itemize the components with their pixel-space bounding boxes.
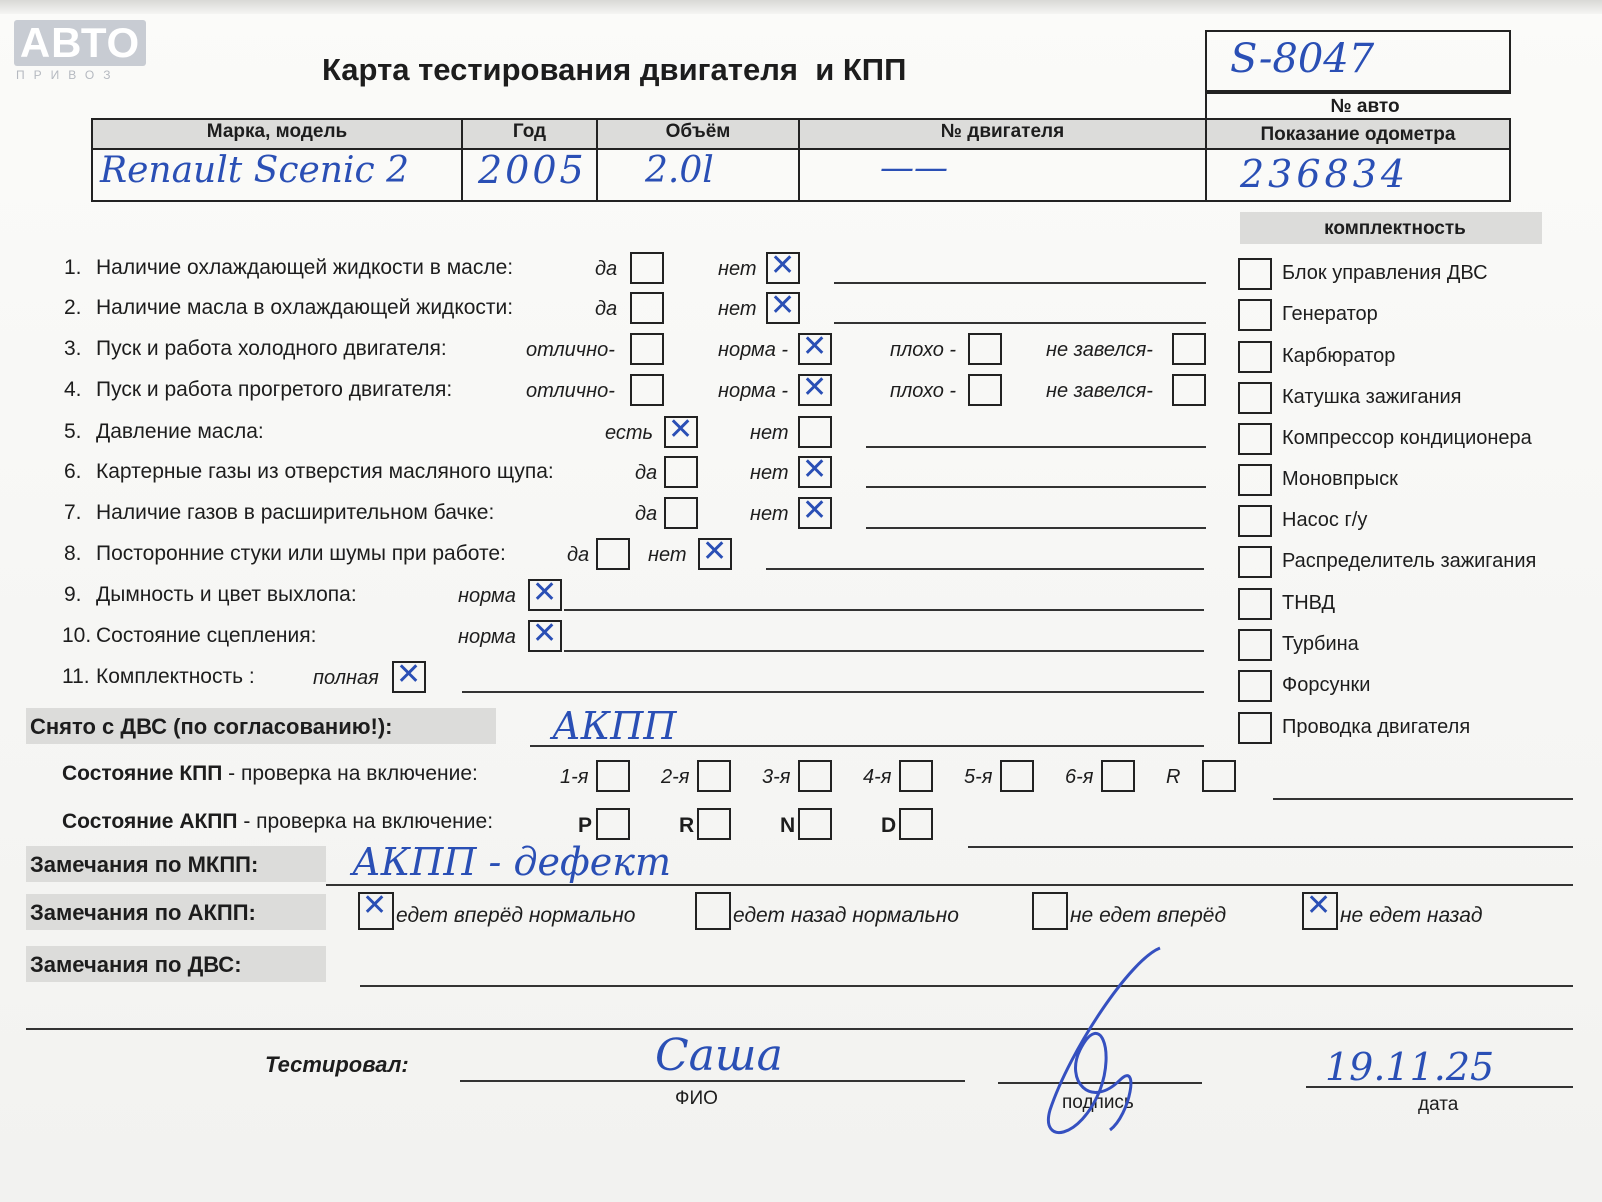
komplekt-checkbox[interactable]	[1238, 588, 1272, 620]
option-label: полная	[313, 667, 379, 689]
akpp-line	[968, 846, 1573, 848]
option-checkbox[interactable]	[630, 374, 664, 406]
komplekt-checkbox[interactable]	[1238, 712, 1272, 744]
option-checkbox[interactable]	[630, 333, 664, 365]
option-checkbox[interactable]	[1172, 333, 1206, 365]
kpp-gear-checkbox[interactable]	[899, 760, 933, 792]
komplekt-item-label: Турбина	[1282, 633, 1359, 655]
kpp-gear-label: R	[1166, 766, 1181, 788]
option-label: нет	[718, 298, 757, 320]
dvs-remarks-label: Замечания по ДВС:	[30, 952, 242, 977]
komplekt-checkbox[interactable]	[1238, 258, 1272, 290]
col-odometer: Показание одометра	[1260, 124, 1456, 145]
tester-value: Саша	[655, 1030, 783, 1081]
question-number: 8.	[64, 542, 82, 565]
kpp-gear-checkbox[interactable]	[697, 760, 731, 792]
answer-line	[866, 446, 1206, 448]
question-text: Посторонние стуки или шумы при работе:	[96, 542, 506, 565]
question-number: 5.	[64, 420, 82, 443]
col-engine-no: № двигателя	[940, 121, 1065, 142]
komplekt-item-label: Распределитель зажигания	[1282, 550, 1537, 572]
mkpp-remarks-label: Замечания по МКПП:	[30, 852, 259, 877]
akpp-gear-label: D	[881, 814, 897, 837]
komplekt-item-label: Генератор	[1282, 303, 1378, 325]
kpp-gear-label: 2-я	[661, 766, 690, 788]
akpp-remark-checkbox[interactable]	[1032, 892, 1068, 930]
page-title: Карта тестирования двигателя и КПП	[322, 52, 907, 87]
akpp-remark-checkbox[interactable]	[695, 892, 731, 930]
akpp-remark-label: не едет назад	[1340, 904, 1483, 927]
option-label: да	[595, 258, 618, 280]
question-text: Пуск и работа холодного двигателя:	[96, 337, 447, 360]
row-divider	[1205, 92, 1511, 94]
year-value: 2005	[478, 148, 587, 192]
akpp-label: Состояние АКПП - проверка на включение:	[62, 810, 494, 833]
option-checkbox[interactable]	[798, 497, 832, 529]
question-text: Дымность и цвет выхлопа:	[96, 583, 357, 606]
col-volume: Объём	[665, 121, 731, 142]
akpp-remark-checkbox[interactable]	[1302, 892, 1338, 930]
akpp-gear-checkbox[interactable]	[697, 808, 731, 840]
option-label: нет	[718, 258, 757, 280]
komplekt-checkbox[interactable]	[1238, 423, 1272, 455]
kpp-gear-label: 4-я	[863, 766, 892, 788]
option-checkbox[interactable]	[798, 374, 832, 406]
dvs-line-2	[26, 1028, 1573, 1030]
option-checkbox[interactable]	[766, 292, 800, 324]
option-checkbox[interactable]	[664, 416, 698, 448]
akpp-remarks-label: Замечания по АКПП:	[30, 900, 256, 925]
kpp-gear-checkbox[interactable]	[1202, 760, 1236, 792]
question-number: 4.	[64, 378, 82, 401]
komplekt-item-label: Катушка зажигания	[1282, 386, 1462, 408]
answer-line	[462, 691, 1204, 693]
option-label: не завелся-	[1046, 339, 1153, 361]
answer-line	[866, 486, 1206, 488]
question-number: 7.	[64, 501, 82, 524]
komplekt-checkbox[interactable]	[1238, 505, 1272, 537]
option-checkbox[interactable]	[630, 292, 664, 324]
question-text: Пуск и работа прогретого двигателя:	[96, 378, 453, 401]
tested-label: Тестировал:	[265, 1052, 409, 1077]
fio-label: ФИО	[675, 1088, 718, 1109]
make-model-value: Renault Scenic 2	[100, 150, 410, 191]
akpp-gear-checkbox[interactable]	[596, 808, 630, 840]
answer-line	[834, 282, 1206, 284]
akpp-gear-checkbox[interactable]	[798, 808, 832, 840]
option-checkbox[interactable]	[528, 579, 562, 611]
komplekt-checkbox[interactable]	[1238, 670, 1272, 702]
option-checkbox[interactable]	[630, 252, 664, 284]
col-make-model: Марка, модель	[206, 121, 348, 142]
question-number: 11.	[62, 665, 90, 688]
removed-value: АКПП	[552, 704, 677, 748]
option-checkbox[interactable]	[528, 620, 562, 652]
akpp-remark-checkbox[interactable]	[358, 892, 394, 930]
kpp-gear-checkbox[interactable]	[1101, 760, 1135, 792]
fio-line	[460, 1080, 965, 1082]
question-text: Состояние сцепления:	[96, 624, 317, 647]
option-label: норма -	[718, 380, 789, 402]
akpp-remark-label: едет назад нормально	[733, 904, 959, 927]
komplekt-item-label: Проводка двигателя	[1282, 716, 1471, 738]
kpp-gear-checkbox[interactable]	[798, 760, 832, 792]
komplekt-item-label: Блок управления ДВС	[1282, 262, 1488, 284]
komplekt-checkbox[interactable]	[1238, 341, 1272, 373]
option-label: есть	[605, 422, 654, 444]
option-label: да	[635, 462, 658, 484]
kpp-gear-label: 1-я	[560, 766, 589, 788]
option-checkbox[interactable]	[766, 252, 800, 284]
signature-scribble	[1010, 940, 1180, 1150]
option-checkbox[interactable]	[1172, 374, 1206, 406]
question-text: Давление масла:	[96, 420, 264, 443]
question-number: 10.	[62, 624, 92, 647]
akpp-remark-label: не едет вперёд	[1070, 904, 1227, 927]
akpp-gear-checkbox[interactable]	[899, 808, 933, 840]
kpp-gear-label: 6-я	[1065, 766, 1094, 788]
kpp-gear-label: 5-я	[964, 766, 993, 788]
answer-line	[564, 650, 1204, 652]
option-label: норма	[458, 585, 516, 607]
kpp-gear-label: 3-я	[762, 766, 791, 788]
option-checkbox[interactable]	[664, 456, 698, 488]
mkpp-remarks-value: АКПП - дефект	[352, 840, 671, 884]
logo: АВТО	[14, 20, 146, 66]
answer-line	[766, 568, 1204, 570]
komplekt-item-label: ТНВД	[1282, 592, 1336, 614]
option-checkbox[interactable]	[596, 538, 630, 570]
option-label: нет	[648, 544, 687, 566]
question-text: Наличие охлаждающей жидкости в масле:	[96, 256, 514, 279]
akpp-gear-label: P	[578, 814, 593, 837]
option-label: нет	[750, 422, 789, 444]
answer-line	[866, 527, 1206, 529]
option-label: не завелся-	[1046, 380, 1153, 402]
kpp-gear-checkbox[interactable]	[596, 760, 630, 792]
dvs-line-1	[360, 985, 1573, 987]
akpp-remark-label: едет вперёд нормально	[396, 904, 636, 927]
option-checkbox[interactable]	[698, 538, 732, 570]
question-number: 9.	[64, 583, 82, 606]
akpp-gear-label: R	[679, 814, 695, 837]
option-checkbox[interactable]	[798, 333, 832, 365]
col-divider	[1205, 92, 1207, 202]
komplekt-title: комплектность	[1324, 218, 1466, 239]
question-number: 6.	[64, 460, 82, 483]
date-label: дата	[1418, 1094, 1459, 1115]
option-label: да	[595, 298, 618, 320]
kpp-label: Состояние КПП - проверка на включение:	[62, 762, 478, 785]
komplekt-item-label: Компрессор кондиционера	[1282, 427, 1532, 449]
option-label: да	[635, 503, 658, 525]
signature-label: подпись	[1062, 1092, 1134, 1113]
komplekt-checkbox[interactable]	[1238, 546, 1272, 578]
question-number: 2.	[64, 296, 82, 319]
engine-no-value: ——	[880, 148, 948, 188]
removed-label: Снято с ДВС (по согласованию!):	[30, 714, 393, 739]
question-text: Наличие масла в охлаждающей жидкости:	[96, 296, 514, 319]
logo-subtitle: ПРИВОЗ	[16, 68, 120, 82]
komplekt-checkbox[interactable]	[1238, 464, 1272, 496]
option-checkbox[interactable]	[664, 497, 698, 529]
kpp-line	[1273, 798, 1573, 800]
auto-number-label: № авто	[1330, 96, 1400, 117]
option-label: да	[567, 544, 590, 566]
komplekt-item-label: Насос г/у	[1282, 509, 1368, 531]
col-year: Год	[512, 121, 547, 142]
option-checkbox[interactable]	[968, 374, 1002, 406]
date-value: 19.11.25	[1325, 1045, 1495, 1089]
option-label: отлично-	[526, 339, 615, 361]
akpp-gear-label: N	[780, 814, 796, 837]
auto-number-value: S-8047	[1230, 36, 1375, 82]
mkpp-line	[326, 884, 1573, 886]
option-label: нет	[750, 503, 789, 525]
kpp-gear-checkbox[interactable]	[1000, 760, 1034, 792]
odometer-value: 236834	[1240, 152, 1410, 196]
komplekt-checkbox[interactable]	[1238, 299, 1272, 331]
answer-line	[564, 609, 1204, 611]
option-label: норма -	[718, 339, 789, 361]
question-number: 3.	[64, 337, 82, 360]
date-line	[1306, 1086, 1573, 1088]
question-number: 1.	[64, 256, 82, 279]
question-text: Картерные газы из отверстия масляного щупа:	[96, 460, 554, 483]
question-text: Комплектность :	[96, 665, 255, 688]
komplekt-item-label: Форсунки	[1282, 674, 1371, 696]
question-text: Наличие газов в расширительном бачке:	[96, 501, 495, 524]
komplekt-item-label: Карбюратор	[1282, 345, 1396, 367]
option-checkbox[interactable]	[392, 661, 426, 693]
option-label: нет	[750, 462, 789, 484]
option-label: отлично-	[526, 380, 615, 402]
komplekt-checkbox[interactable]	[1238, 629, 1272, 661]
option-checkbox[interactable]	[798, 416, 832, 448]
komplekt-item-label: Моновпрыск	[1282, 468, 1398, 490]
option-label: плохо -	[890, 380, 957, 402]
komplekt-checkbox[interactable]	[1238, 382, 1272, 414]
option-label: норма	[458, 626, 516, 648]
option-checkbox[interactable]	[798, 456, 832, 488]
volume-value: 2.0l	[645, 150, 714, 191]
option-checkbox[interactable]	[968, 333, 1002, 365]
removed-line	[530, 745, 1204, 747]
paper-shadow	[0, 0, 1602, 14]
answer-line	[834, 322, 1206, 324]
option-label: плохо -	[890, 339, 957, 361]
